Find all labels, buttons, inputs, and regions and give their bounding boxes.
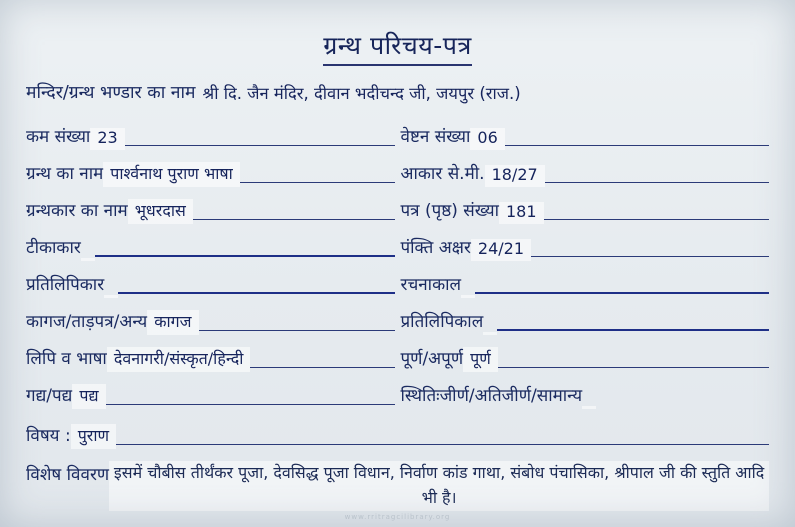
field-right (401, 113, 770, 150)
temple-row (26, 80, 769, 107)
field-label: रचनाकाल (400, 275, 462, 295)
field-label: टीकाकार (26, 238, 81, 258)
field-left (26, 113, 401, 150)
field-label: स्थितिःजीर्ण/अतिजीर्ण/सामान्य (400, 386, 583, 406)
field-value: पूर्ण (463, 347, 498, 372)
field-underline (505, 145, 769, 146)
field-left (26, 372, 401, 409)
field-left (26, 298, 401, 335)
field-left (26, 335, 401, 372)
field-row (26, 187, 769, 224)
field-label: ग्रन्थकार का नाम (26, 201, 128, 221)
field-value: 23 (90, 128, 124, 150)
field-value (582, 406, 596, 409)
page-title-text: ग्रन्थ परिचय-पत्र (323, 28, 472, 66)
field-right (401, 261, 770, 298)
field-underline (125, 145, 395, 146)
field-value: पार्श्वनाथ पुराण भाषा (103, 162, 239, 187)
field-right (401, 150, 770, 187)
field-label: वेष्टन संख्या (400, 127, 471, 147)
field-underline (118, 292, 394, 294)
field-underline (95, 255, 395, 257)
field-right (401, 224, 770, 261)
field-value: भूधरदास (128, 199, 193, 224)
notes-label: विशेष विवरण (26, 465, 110, 485)
field-right (401, 372, 770, 409)
notes-value: इसमें चौबीस तीर्थंकर पूजा, देवसिद्ध पूजा विधान, निर्वाण कांड गाथा, संबोध पंचासिका, श्रीपाल जी की स्तुति आदि भी है। (109, 461, 769, 511)
field-underline (106, 404, 395, 405)
field-label: पूर्ण/अपूर्ण (400, 349, 464, 369)
field-left (26, 224, 401, 261)
field-value: 24/21 (471, 239, 531, 261)
subject-underline (116, 444, 769, 445)
watermark: www.rritragcilibrary.org (344, 513, 451, 521)
field-value: देवनागरी/संस्कृत/हिन्दी (107, 347, 251, 372)
field-left (26, 187, 401, 224)
field-underline (531, 256, 769, 257)
field-row (26, 372, 769, 409)
field-row (26, 150, 769, 187)
field-label: पत्र (पृष्ठ) संख्या (400, 201, 499, 221)
notes-row (26, 461, 769, 511)
field-right (401, 298, 770, 335)
field-value: पद्य (72, 384, 105, 409)
field-underline (545, 182, 769, 183)
field-row (26, 261, 769, 298)
field-label: लिपि व भाषा (26, 349, 107, 369)
page-title (26, 28, 769, 66)
temple-value: श्री दि. जैन मंदिर, दीवान भदीचन्द जी, जयपुर (राज.) (202, 84, 521, 103)
field-right (401, 187, 770, 224)
field-row (26, 113, 769, 150)
field-label: कम संख्या (26, 127, 91, 147)
field-left (26, 150, 401, 187)
field-label: गद्य/पद्य (26, 386, 73, 406)
field-label: आकार से.मी. (400, 164, 485, 184)
field-value: कागज (147, 310, 198, 335)
temple-label: मन्दिर/ग्रन्थ भण्डार का नाम (26, 83, 196, 103)
field-row (26, 298, 769, 335)
field-row (26, 335, 769, 372)
field-label: ग्रन्थ का नाम (26, 164, 104, 184)
field-underline (193, 219, 395, 220)
subject-value: पुराण (71, 424, 116, 449)
field-label: कागज/ताड़पत्र/अन्य (26, 312, 148, 332)
field-row (26, 224, 769, 261)
field-left (26, 261, 401, 298)
subject-label: विषय : (26, 426, 71, 446)
field-label: प्रतिलिपिकाल (400, 312, 484, 332)
field-underline (199, 330, 395, 331)
subject-row (26, 409, 769, 449)
field-label: प्रतिलिपिकार (26, 275, 105, 295)
field-label: पंक्ति अक्षर (400, 238, 471, 258)
field-value: 181 (499, 202, 544, 224)
field-underline (240, 182, 395, 183)
field-underline (475, 292, 769, 294)
field-underline (497, 329, 769, 331)
field-underline (498, 367, 769, 368)
field-underline (250, 367, 394, 368)
field-value: 18/27 (485, 165, 545, 187)
field-underline (544, 219, 769, 220)
field-right (401, 335, 770, 372)
field-value: 06 (470, 128, 504, 150)
